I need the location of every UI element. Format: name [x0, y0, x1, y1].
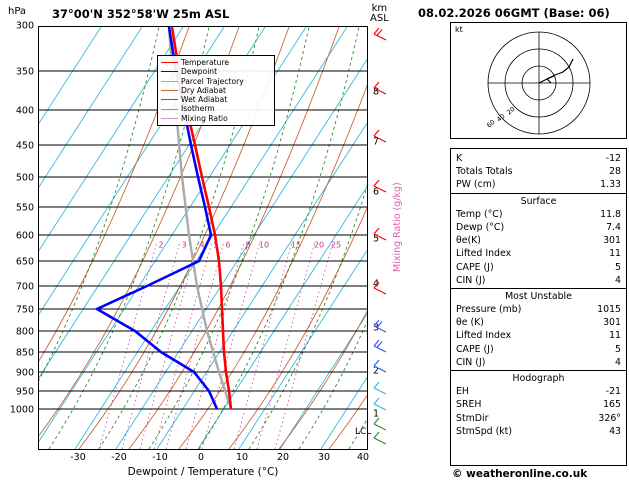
legend-swatch-mixing-ratio: [161, 118, 178, 119]
index-label-theta-e-mu: θe (K): [456, 317, 484, 329]
ytick-500: 500: [15, 172, 34, 184]
xtick--20: -20: [111, 452, 127, 463]
xtick-40: 40: [356, 452, 370, 463]
legend-swatch-dry-adiabat: [161, 90, 178, 91]
ytick-1000: 1000: [9, 404, 34, 416]
pressure-axis-label: hPa: [8, 6, 27, 17]
chart-legend: [157, 55, 275, 126]
ytick-650: 650: [15, 256, 34, 268]
indices-table: [450, 148, 627, 466]
table-row: [451, 412, 626, 425]
ytick-800: 800: [15, 326, 34, 338]
index-label-li-sfc: Lifted Index: [456, 248, 512, 260]
ytick-600: 600: [15, 230, 34, 242]
mixratio-axis-title: Mixing Ratio (g/kg): [392, 182, 403, 272]
table-row: [451, 208, 626, 221]
table-row: [451, 316, 626, 329]
index-label-cape-mu: CAPE (J): [456, 343, 494, 355]
index-value-temp: 11.8: [600, 208, 621, 220]
ytick-450: 450: [15, 140, 34, 152]
hodograph-panel: [450, 22, 627, 139]
mixratio-label-2: 2: [158, 240, 164, 250]
section-header-surface: Surface: [520, 195, 557, 207]
table-row: [451, 425, 626, 438]
mixratio-label-20: 20: [313, 240, 325, 250]
skewt-plot-area: [38, 26, 368, 450]
index-value-dewp: 7.4: [606, 221, 621, 233]
index-value-cin-sfc: 4: [615, 274, 621, 286]
hodograph-arrow: [547, 76, 554, 83]
table-row: [451, 398, 626, 411]
section-header-hodograph: Hodograph: [512, 373, 565, 384]
kmtick-1: 1: [373, 408, 380, 420]
date-title: 08.02.2026 06GMT (Base: 06): [418, 6, 610, 20]
altitude-axis-label: km ASL: [370, 3, 389, 24]
hodograph-svg: [451, 23, 626, 138]
temperature-axis: [38, 452, 368, 466]
x-axis-title: Dewpoint / Temperature (°C): [127, 466, 279, 478]
legend-label-mixing-ratio: Mixing Ratio: [181, 113, 228, 123]
legend-swatch-parcel: [161, 81, 178, 82]
mixratio-label-10: 10: [258, 240, 270, 250]
index-label-eh: EH: [456, 386, 469, 398]
mixratio-label-6: 6: [225, 240, 231, 250]
index-value-li-mu: 11: [609, 330, 621, 342]
mixratio-label-4: 4: [199, 240, 205, 250]
xtick-20: 20: [276, 452, 290, 463]
index-label-cin-mu: CIN (J): [456, 356, 486, 368]
ytick-550: 550: [15, 202, 34, 214]
legend-label-wet-adiabat: Wet Adiabat: [181, 95, 228, 105]
svg-text:20: 20: [505, 105, 517, 117]
legend-swatch-dewpoint: [161, 71, 178, 72]
table-row: [451, 343, 626, 356]
kmtick-3: 3: [373, 322, 380, 334]
table-row: [451, 356, 626, 369]
ytick-400: 400: [15, 105, 34, 117]
xtick-0: 0: [197, 452, 205, 463]
ytick-850: 850: [15, 347, 34, 359]
index-label-theta-e-sfc: θe(K): [456, 235, 481, 247]
index-value-cin-mu: 4: [615, 356, 621, 368]
legend-item-mixing-ratio: [161, 114, 271, 123]
xtick-10: 10: [235, 452, 249, 463]
pressure-axis: [0, 20, 36, 450]
xtick-30: 30: [317, 452, 331, 463]
index-label-cape-sfc: CAPE (J): [456, 261, 494, 273]
legend-swatch-wet-adiabat: [161, 99, 178, 100]
kmtick-5: 5: [373, 233, 380, 245]
legend-item-isotherm: [161, 104, 271, 113]
legend-label-isotherm: Isotherm: [181, 104, 215, 114]
legend-swatch-temperature: [161, 62, 178, 63]
index-value-cape-mu: 5: [615, 343, 621, 355]
index-value-sreh: 165: [603, 399, 621, 411]
kmtick-7: 7: [373, 136, 380, 148]
table-row: [451, 261, 626, 274]
mixratio-label-25: 25: [330, 240, 342, 250]
legend-item-dewpoint: [161, 67, 271, 76]
svg-text:60: 60: [485, 118, 497, 130]
index-label-totals: Totals Totals: [456, 166, 513, 178]
index-label-temp: Temp (°C): [456, 208, 503, 220]
index-value-cape-sfc: 5: [615, 261, 621, 273]
legend-label-parcel: Parcel Trajectory: [181, 76, 244, 86]
index-value-theta-e-sfc: 301: [603, 235, 621, 247]
ytick-950: 950: [15, 386, 34, 398]
legend-label-dewpoint: Dewpoint: [181, 67, 218, 77]
index-value-eh: -21: [605, 386, 621, 398]
mixratio-label-3: 3: [181, 240, 187, 250]
svg-text:40: 40: [495, 112, 507, 124]
index-value-stmspd: 43: [609, 425, 621, 437]
index-label-pressure: Pressure (mb): [456, 304, 522, 316]
index-value-totals: 28: [609, 166, 621, 178]
index-label-pw: PW (cm): [456, 179, 496, 191]
index-value-pw: 1.33: [600, 179, 621, 191]
index-label-k: K: [456, 153, 463, 164]
index-value-theta-e-mu: 301: [603, 317, 621, 329]
table-row: [451, 303, 626, 316]
index-label-stmdir: StmDir: [456, 412, 489, 424]
mixratio-label-15: 15: [290, 240, 302, 250]
mixratio-label-5: 5: [213, 240, 219, 250]
table-row: [451, 221, 626, 234]
index-value-stmdir: 326°: [598, 412, 621, 424]
xtick--10: -10: [152, 452, 168, 463]
index-label-dewp: Dewp (°C): [456, 221, 505, 233]
legend-item-parcel: [161, 77, 271, 86]
index-value-k: -12: [605, 153, 621, 164]
kmtick-2: 2: [373, 365, 380, 377]
hodograph-unit-label: kt: [455, 25, 463, 34]
section-header-most-unstable: Most Unstable: [505, 290, 572, 302]
legend-label-temperature: Temperature: [181, 58, 230, 67]
lcl-label: LCL: [355, 427, 372, 437]
table-row: [451, 165, 626, 178]
ytick-750: 750: [15, 304, 34, 316]
kmtick-6: 6: [373, 186, 380, 198]
xtick--30: -30: [70, 452, 86, 463]
index-value-pressure: 1015: [597, 304, 621, 316]
legend-item-temperature: [161, 58, 271, 67]
legend-swatch-isotherm: [161, 109, 178, 110]
kmtick-8: 8: [373, 86, 380, 98]
copyright-notice: © weatheronline.co.uk: [452, 468, 588, 480]
ytick-350: 350: [15, 66, 34, 78]
ytick-900: 900: [15, 367, 34, 379]
legend-item-dry-adiabat: [161, 86, 271, 95]
station-title: 37°00'N 352°58'W 25m ASL: [52, 7, 230, 21]
legend-item-wet-adiabat: [161, 95, 271, 104]
index-label-stmspd: StmSpd (kt): [456, 425, 513, 437]
table-row: [451, 329, 626, 342]
index-label-li-mu: Lifted Index: [456, 330, 512, 342]
table-row: [451, 274, 626, 287]
table-row: [451, 178, 626, 191]
table-row: [451, 152, 626, 165]
index-label-sreh: SREH: [456, 399, 482, 411]
table-row: [451, 385, 626, 398]
table-row: [451, 247, 626, 260]
legend-label-dry-adiabat: Dry Adiabat: [181, 85, 226, 95]
table-row: [451, 234, 626, 247]
index-label-cin-sfc: CIN (J): [456, 274, 486, 286]
index-value-li-sfc: 11: [609, 248, 621, 260]
ytick-300: 300: [15, 20, 34, 32]
mixratio-label-8: 8: [245, 240, 251, 250]
kmtick-4: 4: [373, 278, 380, 290]
ytick-700: 700: [15, 281, 34, 293]
